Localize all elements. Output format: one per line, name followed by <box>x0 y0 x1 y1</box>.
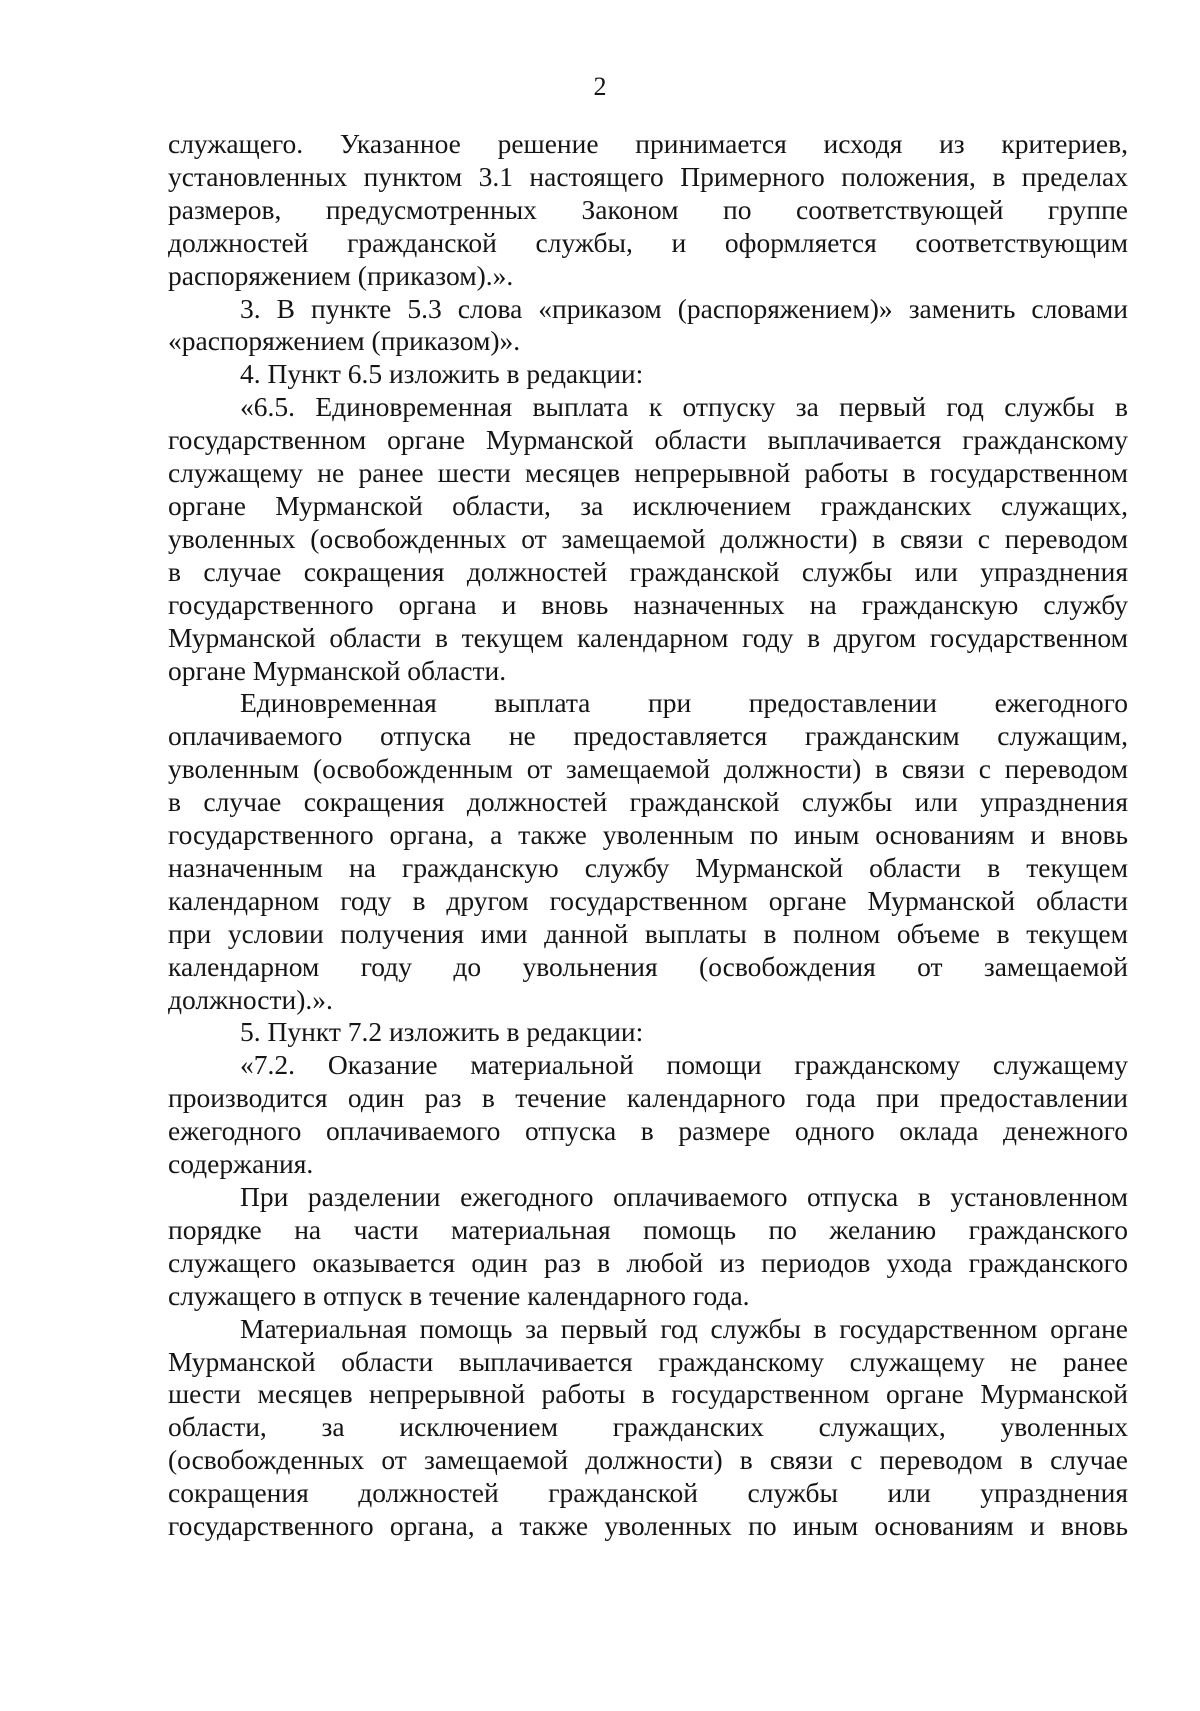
document-body <box>168 128 1128 1543</box>
text-line: 4. Пункт 6.5 изложить в редакции: <box>240 358 644 390</box>
text-line: государственного органа и вновь назначенных на гражданскую службу <box>168 588 1128 620</box>
text-line: служащего. Указанное решение принимается исходя из критериев, <box>168 128 1128 159</box>
paragraph <box>168 293 1128 359</box>
text-line: порядке на части материальная помощь по желанию гражданского <box>168 1213 1128 1245</box>
text-line: календарном году в другом государственном органе Мурманской области <box>168 884 1128 916</box>
text-line: ежегодного оплачиваемого отпуска в размере одного оклада денежного <box>168 1115 1128 1147</box>
text-line: «распоряжением (приказом)». <box>168 325 521 357</box>
text-line: при условии получения ими данной выплаты в полном объеме в текущем <box>168 917 1128 949</box>
text-line: Материальная помощь за первый год службы в государственном органе <box>240 1312 1128 1344</box>
paragraph <box>168 1049 1128 1181</box>
text-line: «7.2. Оказание материальной помощи гражданскому служащему <box>240 1049 1128 1081</box>
text-line: уволенных (освобожденных от замещаемой должности) в связи с переводом <box>168 522 1128 554</box>
text-line: органе Мурманской области, за исключением гражданских служащих, <box>168 489 1128 521</box>
text-line: 5. Пункт 7.2 изложить в редакции: <box>240 1016 644 1048</box>
text-line: в случае сокращения должностей гражданской службы или упразднения <box>168 555 1128 587</box>
text-line: государственном органе Мурманской области выплачивается гражданскому <box>168 424 1128 456</box>
text-line: «6.5. Единовременная выплата к отпуску за первый год службы в <box>240 391 1128 423</box>
text-line: области, за исключением гражданских служащих, уволенных <box>168 1411 1128 1443</box>
text-line: распоряжением (приказом).». <box>168 259 514 291</box>
text-line: 3. В пункте 5.3 слова «приказом (распоряжением)» заменить словами <box>240 292 1128 324</box>
paragraph <box>168 1313 1128 1543</box>
page-number: 2 <box>593 72 607 101</box>
text-line: служащего оказывается один раз в любой из периодов ухода гражданского <box>168 1246 1128 1278</box>
text-line: оплачиваемого отпуска не предоставляется гражданским служащим, <box>168 720 1128 752</box>
text-line: шести месяцев непрерывной работы в государственном органе Мурманской <box>168 1378 1128 1410</box>
text-line: производится один раз в течение календарного года при предоставлении <box>168 1082 1128 1114</box>
paragraph <box>168 391 1128 687</box>
paragraph <box>168 1016 1128 1049</box>
text-line: служащему не ранее шести месяцев непрерывной работы в государственном <box>168 457 1128 489</box>
text-line: При разделении ежегодного оплачиваемого отпуска в установленном <box>240 1181 1128 1212</box>
paragraph <box>168 1181 1128 1313</box>
text-line: сокращения должностей гражданской службы или упразднения <box>168 1477 1128 1509</box>
text-line: установленных пунктом 3.1 настоящего Примерного положения, в пределах <box>168 160 1128 192</box>
text-line: должности).». <box>168 983 333 1015</box>
text-line: календарном году до увольнения (освобождения от замещаемой <box>168 950 1128 982</box>
text-line: Единовременная выплата при предоставлении ежегодного <box>240 687 1128 719</box>
text-line: государственного органа, а также уволенных по иным основаниям и вновь <box>168 1510 1128 1542</box>
paragraph <box>168 687 1128 1016</box>
text-line: (освобожденных от замещаемой должности) в связи с переводом в случае <box>168 1444 1128 1476</box>
text-line: служащего в отпуск в течение календарного года. <box>168 1279 750 1311</box>
paragraph <box>168 128 1128 293</box>
text-line: уволенным (освобожденным от замещаемой должности) в связи с переводом <box>168 753 1128 785</box>
text-line: государственного органа, а также уволенным по иным основаниям и вновь <box>168 819 1128 851</box>
text-line: органе Мурманской области. <box>168 654 507 686</box>
text-line: назначенным на гражданскую службу Мурманской области в текущем <box>168 851 1128 883</box>
text-line: Мурманской области в текущем календарном году в другом государственном <box>168 621 1128 653</box>
text-line: содержания. <box>168 1148 314 1180</box>
text-line: в случае сокращения должностей гражданской службы или упразднения <box>168 786 1128 818</box>
text-line: должностей гражданской службы, и оформляется соответствующим <box>168 226 1128 258</box>
text-line: Мурманской области выплачивается гражданскому служащему не ранее <box>168 1345 1128 1377</box>
text-line: размеров, предусмотренных Законом по соответствующей группе <box>168 193 1128 225</box>
paragraph <box>168 358 1128 391</box>
